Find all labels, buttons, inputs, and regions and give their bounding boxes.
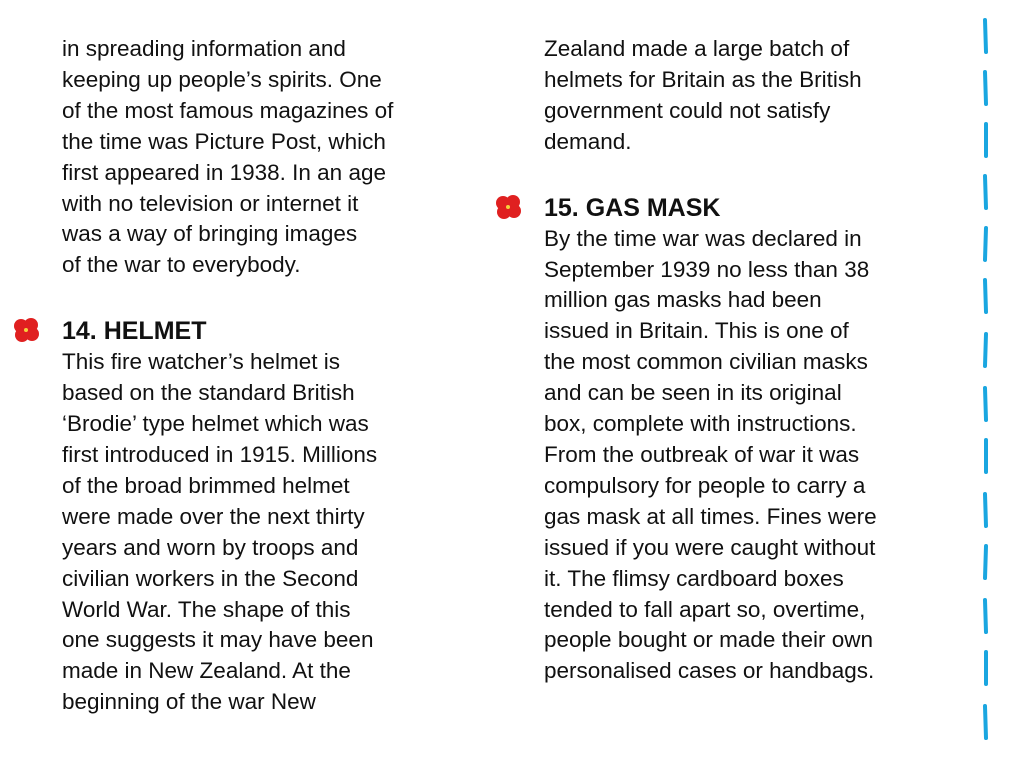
helmet-heading [62,315,462,347]
gas-mask-line: people bought or made their own [544,627,873,653]
border-dash [985,72,986,104]
section-gap [62,281,462,315]
gas-mask-line: issued in Britain. This is one of [544,318,849,344]
helmet-line: World War. The shape of this [62,596,351,622]
helmet-line: ‘Brodie’ type helmet which was [62,411,369,437]
gas-mask-line: personalised cases or handbags. [544,658,875,684]
right-column [544,34,944,687]
intro-line: of the war to everybody. [62,252,301,278]
gas-mask-line: million gas masks had been [544,287,822,313]
intro-line: with no television or internet it [62,190,359,216]
gas-mask-heading [544,192,944,224]
helmet-section [62,315,462,718]
gas-mask-line: gas mask at all times. Fines were [544,503,877,529]
left-column [62,34,462,718]
border-dash [985,706,986,738]
gas-mask-section [544,192,944,688]
helmet-line: beginning of the war New [62,689,316,715]
poppy-icon [12,317,40,343]
gas-mask-line: September 1939 no less than 38 [544,256,870,282]
gas-mask-line: tended to fall apart so, overtime, [544,596,866,622]
helmet-line: This fire watcher’s helmet is [62,349,341,375]
gas-mask-line: and can be seen in its original [544,380,842,406]
helmet-line: of the broad brimmed helmet [62,472,350,498]
poppy-icon [494,194,522,220]
continued-line: Zealand made a large batch of [544,36,850,61]
gas-mask-line: From the outbreak of war it was [544,441,860,467]
helmet-line: first introduced in 1915. Millions [62,441,378,467]
gas-mask-line: compulsory for people to carry a [544,472,866,498]
gas-mask-line: By the time war was declared in [544,225,862,251]
continued-line: helmets for Britain as the British [544,66,862,92]
border-dash [985,334,986,366]
dashed-border-decoration [972,14,1002,754]
border-dash [985,228,986,260]
border-dash [985,600,986,632]
border-dash [985,494,986,526]
intro-line: was a way of bringing images [62,221,358,247]
border-dash [985,546,986,578]
gas-mask-line: it. The flimsy cardboard boxes [544,565,844,591]
continued-line: demand. [544,128,632,154]
intro-line: in spreading information and [62,36,346,61]
intro-line: first appeared in 1938. In an age [62,159,386,185]
helmet-line: one suggests it may have been [62,627,374,653]
border-dash [985,176,986,208]
border-dash [985,388,986,420]
intro-paragraph [62,34,462,281]
gas-mask-line: the most common civilian masks [544,349,868,375]
continued-line: government could not satisfy [544,97,831,123]
helmet-heading-text: 14. HELMET [62,317,207,346]
intro-line: the time was Picture Post, which [62,128,386,154]
helmet-line: were made over the next thirty [62,503,365,529]
intro-line: of the most famous magazines of [62,97,394,123]
border-dash [985,280,986,312]
gas-mask-heading-text: 15. GAS MASK [544,193,721,222]
gas-mask-line: box, complete with instructions. [544,411,857,437]
helmet-line: based on the standard British [62,380,355,406]
intro-line: keeping up people’s spirits. One [62,66,382,92]
continued-paragraph [544,34,944,158]
helmet-line: years and worn by troops and [62,534,359,560]
gas-mask-line: issued if you were caught without [544,534,876,560]
helmet-line: made in New Zealand. At the [62,658,351,684]
section-gap [544,158,944,192]
border-dash [985,20,986,52]
helmet-line: civilian workers in the Second [62,565,359,591]
